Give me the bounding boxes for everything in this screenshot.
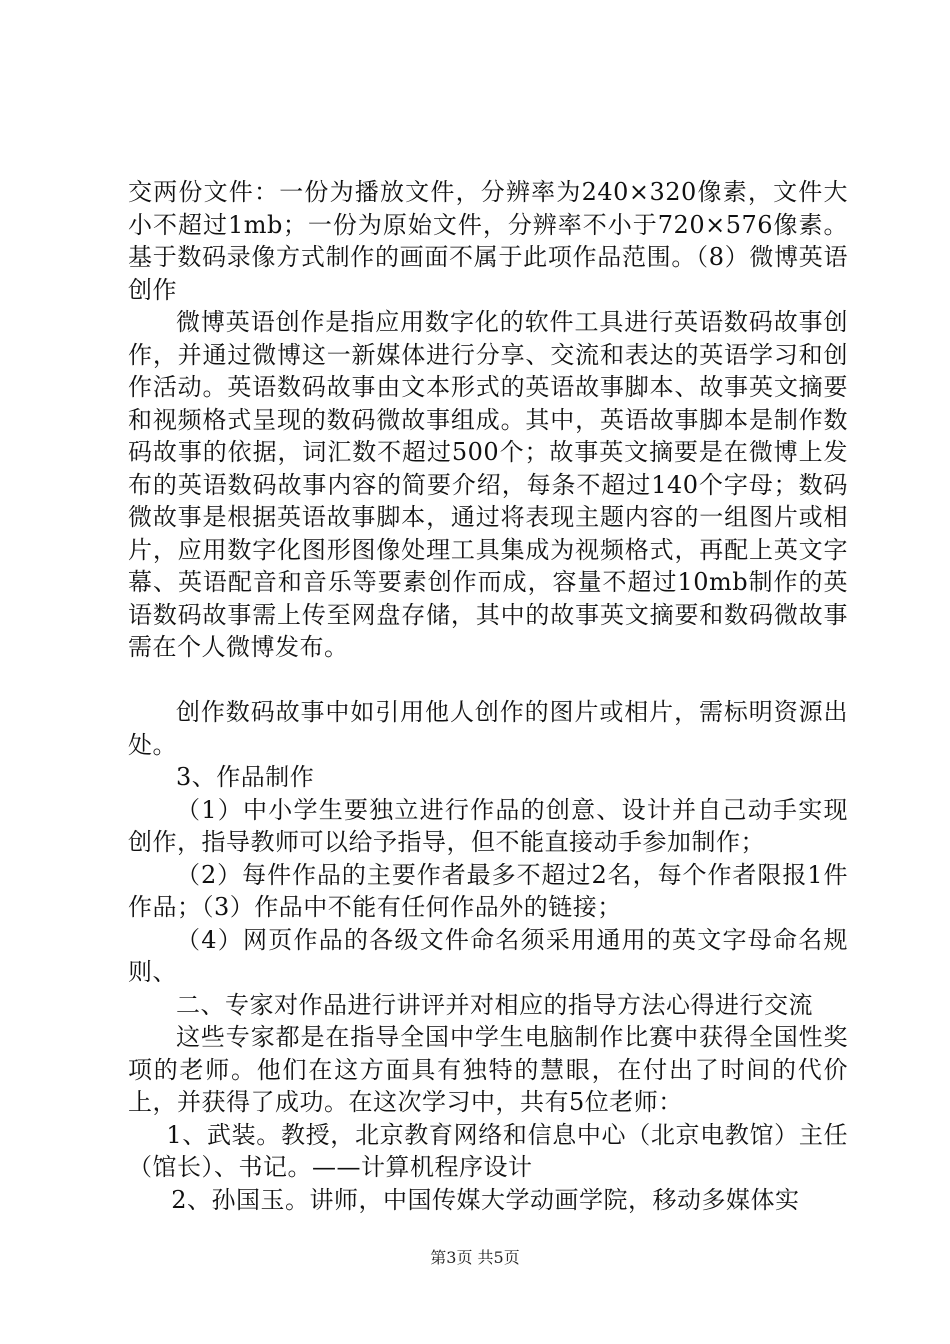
paragraph-video-file-spec: 交两份文件：一份为播放文件，分辨率为240×320像素，文件大小不超过1mb；一份为原始文件，分辨率不小于720×576像素。基于数码录像方式制作的画面不属于此项作品范围。（8）微博英语创作 bbox=[128, 178, 848, 304]
list-item-rule-1: （1）中小学生要独立进行作品的创意、设计并自己动手实现创作，指导教师可以给予指导，但不能直接动手参加制作； bbox=[128, 795, 848, 856]
document-body bbox=[128, 176, 848, 1216]
list-item-expert-1: 1、武装。教授，北京教育网络和信息中心（北京电教馆）主任（馆长）、书记。——计算机程序设计 bbox=[128, 1120, 848, 1181]
page-footer: 第3页 共5页 bbox=[430, 1248, 520, 1267]
heading-work-production: 3、作品制作 bbox=[176, 763, 315, 791]
paragraph-weibo-english: 微博英语创作是指应用数字化的软件工具进行英语数码故事创作，并通过微博这一新媒体进行分享、交流和表达的英语学习和创作活动。英语数码故事由文本形式的英语故事脚本、故事英文摘要和视频格式呈现的数码微故事组成。其中，英语故事脚本是制作数码故事的依据，词汇数不超过500个；故事英文摘要是在微博上发布的英语数码故事内容的简要介绍，每条不超过140个字母；数码微故事是根据英语故事脚本，通过将表现主题内容的一组图片或相片，应用数字化图形图像处理工具集成为视频格式，再配上英文字幕、英语配音和音乐等要素创作而成，容量不超过10mb制作的英语数码故事需上传至网盘存储，其中的故事英文摘要和数码微故事需在个人微博发布。 bbox=[128, 308, 848, 661]
paragraph-image-source: 创作数码故事中如引用他人创作的图片或相片，需标明资源出处。 bbox=[128, 698, 848, 759]
paragraph-experts-intro: 这些专家都是在指导全国中学生电脑制作比赛中获得全国性奖项的老师。他们在这方面具有独特的慧眼，在付出了时间的代价上，并获得了成功。在这次学习中，共有5位老师： bbox=[128, 1023, 848, 1116]
list-item-expert-2: 2、孙国玉。讲师，中国传媒大学动画学院，移动多媒体实 bbox=[171, 1185, 800, 1214]
list-item-rule-2-3: （2）每件作品的主要作者最多不超过2名，每个作者限报1件作品；（3）作品中不能有任何作品外的链接； bbox=[128, 860, 848, 921]
paragraph-spacer bbox=[128, 664, 848, 697]
heading-expert-review: 二、专家对作品进行讲评并对相应的指导方法心得进行交流 bbox=[176, 990, 813, 1019]
list-item-rule-4: （4）网页作品的各级文件命名须采用通用的英文字母命名规则、 bbox=[128, 925, 848, 986]
